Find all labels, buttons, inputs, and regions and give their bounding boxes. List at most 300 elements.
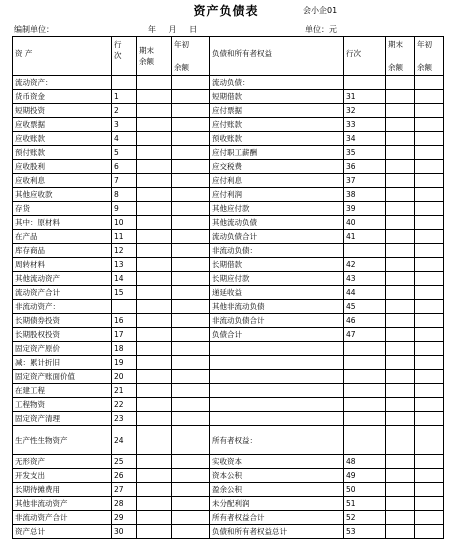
asset-beginning-balance-cell — [172, 160, 210, 174]
liability-ending-balance-cell — [386, 160, 415, 174]
asset-beginning-balance-cell — [172, 314, 210, 328]
asset-name-cell: 减：累计折旧 — [13, 356, 112, 370]
liability-name-cell: 资本公积 — [210, 469, 344, 483]
liability-beginning-balance-cell — [415, 370, 444, 384]
liability-row-number-cell: 33 — [344, 118, 386, 132]
asset-row-number-cell: 21 — [112, 384, 137, 398]
asset-ending-balance-cell — [137, 426, 172, 455]
liability-name-cell — [210, 398, 344, 412]
asset-beginning-balance-cell — [172, 497, 210, 511]
liability-name-cell: 应交税费 — [210, 160, 344, 174]
liability-beginning-balance-cell — [415, 258, 444, 272]
asset-beginning-balance-cell — [172, 525, 210, 539]
liability-name-cell: 流动负债合计 — [210, 230, 344, 244]
asset-name-cell: 其他应收款 — [13, 188, 112, 202]
asset-ending-balance-cell — [137, 455, 172, 469]
liability-name-cell — [210, 384, 344, 398]
liability-ending-balance-cell — [386, 426, 415, 455]
asset-beginning-balance-cell — [172, 258, 210, 272]
liability-ending-balance-cell — [386, 497, 415, 511]
liability-ending-balance-cell — [386, 328, 415, 342]
asset-name-cell: 工程物资 — [13, 398, 112, 412]
liability-row-number-cell — [344, 384, 386, 398]
asset-ending-balance-cell — [137, 174, 172, 188]
table-row — [13, 160, 444, 174]
liability-row-number-cell: 47 — [344, 328, 386, 342]
preparer-label: 编制单位： — [14, 25, 54, 34]
asset-name-cell: 其他流动资产 — [13, 272, 112, 286]
liability-beginning-balance-cell — [415, 118, 444, 132]
liability-name-cell — [210, 412, 344, 426]
liability-ending-balance-cell — [386, 384, 415, 398]
asset-name-cell: 长期股权投资 — [13, 328, 112, 342]
liability-beginning-balance-cell — [415, 483, 444, 497]
asset-ending-balance-cell — [137, 300, 172, 314]
asset-beginning-balance-cell — [172, 272, 210, 286]
liability-ending-balance-cell — [386, 216, 415, 230]
liability-beginning-balance-cell — [415, 469, 444, 483]
asset-beginning-balance-cell — [172, 286, 210, 300]
liability-ending-balance-cell — [386, 132, 415, 146]
asset-column-header: 资 产 — [13, 37, 112, 76]
liability-ending-balance-cell — [386, 412, 415, 426]
asset-beginning-balance-cell — [172, 384, 210, 398]
table-row — [13, 230, 444, 244]
asset-ending-balance-cell — [137, 258, 172, 272]
asset-ending-balance-cell — [137, 90, 172, 104]
liability-name-cell: 实收资本 — [210, 455, 344, 469]
report-title: 资产负债表 — [193, 4, 259, 18]
table-row — [13, 356, 444, 370]
liability-row-number-cell: 35 — [344, 146, 386, 160]
liability-beginning-balance-cell — [415, 202, 444, 216]
table-row — [13, 384, 444, 398]
liability-row-number-cell: 40 — [344, 216, 386, 230]
liability-beginning-balance-cell — [415, 286, 444, 300]
liability-row-number-cell: 53 — [344, 525, 386, 539]
liability-ending-balance-cell — [386, 342, 415, 356]
liability-beginning-balance-cell — [415, 76, 444, 90]
asset-name-cell: 固定资产账面价值 — [13, 370, 112, 384]
asset-row-number-cell: 17 — [112, 328, 137, 342]
asset-row-number-cell: 2 — [112, 104, 137, 118]
asset-name-cell: 无形资产 — [13, 455, 112, 469]
asset-ending-balance-cell — [137, 118, 172, 132]
liability-row-number-cell — [344, 342, 386, 356]
asset-row-number-cell: 7 — [112, 174, 137, 188]
asset-name-cell: 应收票据 — [13, 118, 112, 132]
liability-ending-balance-cell — [386, 370, 415, 384]
liability-ending-balance-cell — [386, 230, 415, 244]
asset-row-number-cell: 6 — [112, 160, 137, 174]
asset-row-number-cell: 1 — [112, 90, 137, 104]
liability-name-cell: 应付票据 — [210, 104, 344, 118]
asset-beginning-balance-cell — [172, 328, 210, 342]
asset-ending-balance-cell — [137, 370, 172, 384]
liability-row-number-cell: 42 — [344, 258, 386, 272]
liability-ending-balance-cell — [386, 469, 415, 483]
liability-beginning-balance-cell — [415, 412, 444, 426]
asset-name-cell: 应收账款 — [13, 132, 112, 146]
asset-ending-balance-cell — [137, 202, 172, 216]
liability-row-number-cell: 32 — [344, 104, 386, 118]
asset-row-number-cell: 27 — [112, 483, 137, 497]
asset-ending-balance-cell — [137, 216, 172, 230]
liability-name-cell: 长期应付款 — [210, 272, 344, 286]
table-row — [13, 328, 444, 342]
liability-ending-balance-cell — [386, 314, 415, 328]
asset-row-number-cell: 29 — [112, 511, 137, 525]
liability-beginning-balance-cell — [415, 300, 444, 314]
liability-beginning-balance-cell — [415, 146, 444, 160]
liability-row-number-cell: 38 — [344, 188, 386, 202]
asset-beginning-balance-cell — [172, 398, 210, 412]
asset-ending-balance-cell — [137, 230, 172, 244]
asset-name-cell: 库存商品 — [13, 244, 112, 258]
liability-name-cell: 其他流动负债 — [210, 216, 344, 230]
liability-ending-balance-cell — [386, 286, 415, 300]
asset-name-cell: 非流动资产： — [13, 300, 112, 314]
liability-beginning-balance-cell — [415, 511, 444, 525]
liability-name-cell: 流动负债： — [210, 76, 344, 90]
asset-row-number-cell: 20 — [112, 370, 137, 384]
asset-name-cell: 非流动资产合计 — [13, 511, 112, 525]
table-header-row — [13, 37, 444, 76]
liability-ending-balance-cell — [386, 118, 415, 132]
asset-name-cell: 固定资产原价 — [13, 342, 112, 356]
asset-name-cell: 其中：原材料 — [13, 216, 112, 230]
asset-beginning-balance-cell — [172, 300, 210, 314]
asset-name-cell: 长期债券投资 — [13, 314, 112, 328]
liability-row-number-cell: 31 — [344, 90, 386, 104]
liability-row-number-cell: 48 — [344, 455, 386, 469]
asset-beginning-balance-cell — [172, 356, 210, 370]
liability-beginning-balance-cell — [415, 455, 444, 469]
asset-name-cell: 在产品 — [13, 230, 112, 244]
asset-row-number-header: 行 次 — [112, 37, 137, 76]
liability-beginning-balance-cell — [415, 497, 444, 511]
asset-beginning-balance-cell — [172, 230, 210, 244]
currency-unit-label: 单位：元 — [305, 25, 337, 34]
table-row — [13, 146, 444, 160]
asset-row-number-cell: 12 — [112, 244, 137, 258]
liability-beginning-balance-cell — [415, 328, 444, 342]
liability-row-number-cell — [344, 398, 386, 412]
asset-row-number-cell: 14 — [112, 272, 137, 286]
asset-ending-balance-cell — [137, 104, 172, 118]
liability-name-cell: 所有者权益合计 — [210, 511, 344, 525]
liability-ending-balance-cell — [386, 146, 415, 160]
liability-name-cell — [210, 370, 344, 384]
liability-name-cell — [210, 356, 344, 370]
asset-row-number-cell: 16 — [112, 314, 137, 328]
asset-beginning-balance-cell — [172, 469, 210, 483]
asset-ending-balance-cell — [137, 328, 172, 342]
table-row — [13, 398, 444, 412]
asset-beginning-balance-cell — [172, 132, 210, 146]
asset-beginning-balance-cell — [172, 511, 210, 525]
liability-ending-balance-cell — [386, 398, 415, 412]
asset-beginning-balance-cell — [172, 426, 210, 455]
asset-name-cell: 货币资金 — [13, 90, 112, 104]
liability-name-cell: 应付账款 — [210, 118, 344, 132]
liability-row-number-cell — [344, 76, 386, 90]
asset-name-cell: 开发支出 — [13, 469, 112, 483]
liability-name-cell: 预收账款 — [210, 132, 344, 146]
liability-name-cell: 应付职工薪酬 — [210, 146, 344, 160]
liability-beginning-balance-cell — [415, 160, 444, 174]
asset-ending-balance-cell — [137, 160, 172, 174]
liability-name-cell: 盈余公积 — [210, 483, 344, 497]
liability-ending-balance-cell — [386, 188, 415, 202]
asset-row-number-cell: 11 — [112, 230, 137, 244]
liability-row-number-header: 行次 — [344, 37, 386, 76]
asset-beginning-balance-cell — [172, 202, 210, 216]
asset-row-number-cell: 25 — [112, 455, 137, 469]
asset-ending-balance-cell — [137, 483, 172, 497]
asset-name-cell: 流动资产： — [13, 76, 112, 90]
liability-beginning-balance-cell — [415, 356, 444, 370]
table-row — [13, 511, 444, 525]
asset-beginning-balance-cell — [172, 104, 210, 118]
liability-name-cell: 其他非流动负债 — [210, 300, 344, 314]
asset-ending-balance-cell — [137, 511, 172, 525]
liability-ending-balance-cell — [386, 525, 415, 539]
liability-beginning-balance-cell — [415, 216, 444, 230]
liability-name-cell: 负债合计 — [210, 328, 344, 342]
asset-ending-balance-cell — [137, 384, 172, 398]
table-row — [13, 342, 444, 356]
table-row — [13, 497, 444, 511]
liability-beginning-balance-cell — [415, 342, 444, 356]
asset-name-cell: 应收利息 — [13, 174, 112, 188]
liability-column-header: 负债和所有者权益 — [210, 37, 344, 76]
liability-beginning-balance-cell — [415, 244, 444, 258]
table-row — [13, 216, 444, 230]
liability-name-cell: 未分配利润 — [210, 497, 344, 511]
asset-beginning-balance-cell — [172, 146, 210, 160]
liability-row-number-cell: 39 — [344, 202, 386, 216]
liability-name-cell: 短期借款 — [210, 90, 344, 104]
asset-row-number-cell: 13 — [112, 258, 137, 272]
liability-ending-balance-header: 期末 余额 — [386, 37, 415, 76]
asset-name-cell: 其他非流动资产 — [13, 497, 112, 511]
liability-ending-balance-cell — [386, 104, 415, 118]
asset-row-number-cell: 18 — [112, 342, 137, 356]
asset-beginning-balance-cell — [172, 118, 210, 132]
asset-beginning-balance-cell — [172, 342, 210, 356]
liability-name-cell: 递延收益 — [210, 286, 344, 300]
liability-row-number-cell — [344, 412, 386, 426]
asset-row-number-cell: 23 — [112, 412, 137, 426]
asset-row-number-cell: 3 — [112, 118, 137, 132]
table-row — [13, 244, 444, 258]
asset-row-number-cell: 4 — [112, 132, 137, 146]
liability-row-number-cell: 41 — [344, 230, 386, 244]
liability-beginning-balance-cell — [415, 384, 444, 398]
liability-ending-balance-cell — [386, 244, 415, 258]
liability-beginning-balance-cell — [415, 272, 444, 286]
form-number: 会小企01 — [303, 6, 338, 15]
table-row — [13, 104, 444, 118]
asset-ending-balance-cell — [137, 497, 172, 511]
liability-row-number-cell: 45 — [344, 300, 386, 314]
liability-beginning-balance-cell — [415, 314, 444, 328]
liability-row-number-cell — [344, 244, 386, 258]
liability-ending-balance-cell — [386, 272, 415, 286]
liability-name-cell: 非流动负债合计 — [210, 314, 344, 328]
liability-name-cell: 应付利息 — [210, 174, 344, 188]
liability-row-number-cell: 36 — [344, 160, 386, 174]
liability-ending-balance-cell — [386, 90, 415, 104]
balance-sheet-table — [12, 36, 444, 539]
liability-row-number-cell: 44 — [344, 286, 386, 300]
liability-name-cell: 应付利润 — [210, 188, 344, 202]
asset-ending-balance-cell — [137, 469, 172, 483]
table-row — [13, 483, 444, 497]
asset-name-cell: 资产总计 — [13, 525, 112, 539]
liability-ending-balance-cell — [386, 483, 415, 497]
asset-beginning-balance-cell — [172, 174, 210, 188]
liability-ending-balance-cell — [386, 174, 415, 188]
liability-beginning-balance-cell — [415, 230, 444, 244]
liability-row-number-cell: 34 — [344, 132, 386, 146]
asset-ending-balance-cell — [137, 188, 172, 202]
liability-beginning-balance-cell — [415, 426, 444, 455]
asset-ending-balance-header: 期末 余额 — [137, 37, 172, 76]
asset-row-number-cell: 24 — [112, 426, 137, 455]
table-row — [13, 300, 444, 314]
table-row — [13, 370, 444, 384]
table-row — [13, 132, 444, 146]
asset-ending-balance-cell — [137, 412, 172, 426]
asset-name-cell: 流动资产合计 — [13, 286, 112, 300]
table-row — [13, 412, 444, 426]
asset-row-number-cell: 9 — [112, 202, 137, 216]
table-row — [13, 469, 444, 483]
asset-row-number-cell: 28 — [112, 497, 137, 511]
asset-name-cell: 短期投资 — [13, 104, 112, 118]
liability-beginning-balance-cell — [415, 525, 444, 539]
liability-ending-balance-cell — [386, 356, 415, 370]
liability-ending-balance-cell — [386, 258, 415, 272]
table-row — [13, 76, 444, 90]
asset-row-number-cell — [112, 76, 137, 90]
liability-row-number-cell: 46 — [344, 314, 386, 328]
liability-ending-balance-cell — [386, 76, 415, 90]
asset-row-number-cell: 22 — [112, 398, 137, 412]
liability-name-cell: 长期借款 — [210, 258, 344, 272]
asset-row-number-cell: 10 — [112, 216, 137, 230]
asset-beginning-balance-cell — [172, 412, 210, 426]
table-row — [13, 118, 444, 132]
liability-row-number-cell: 43 — [344, 272, 386, 286]
asset-row-number-cell: 8 — [112, 188, 137, 202]
liability-beginning-balance-cell — [415, 398, 444, 412]
table-row — [13, 188, 444, 202]
asset-ending-balance-cell — [137, 356, 172, 370]
table-row — [13, 174, 444, 188]
liability-name-cell: 负债和所有者权益总计 — [210, 525, 344, 539]
table-row — [13, 525, 444, 539]
asset-beginning-balance-cell — [172, 188, 210, 202]
asset-beginning-balance-cell — [172, 216, 210, 230]
asset-ending-balance-cell — [137, 398, 172, 412]
table-row — [13, 286, 444, 300]
liability-row-number-cell — [344, 426, 386, 455]
liability-name-cell — [210, 342, 344, 356]
asset-name-cell: 生产性生物资产 — [13, 426, 112, 455]
liability-beginning-balance-cell — [415, 174, 444, 188]
asset-beginning-balance-cell — [172, 244, 210, 258]
asset-beginning-balance-cell — [172, 76, 210, 90]
asset-ending-balance-cell — [137, 525, 172, 539]
liability-row-number-cell: 51 — [344, 497, 386, 511]
asset-name-cell: 应收股利 — [13, 160, 112, 174]
table-row — [13, 272, 444, 286]
asset-ending-balance-cell — [137, 244, 172, 258]
table-row — [13, 258, 444, 272]
liability-ending-balance-cell — [386, 455, 415, 469]
liability-ending-balance-cell — [386, 300, 415, 314]
asset-ending-balance-cell — [137, 272, 172, 286]
asset-name-cell: 固定资产清理 — [13, 412, 112, 426]
asset-beginning-balance-header: 年初 余额 — [172, 37, 210, 76]
table-row — [13, 455, 444, 469]
liability-beginning-balance-cell — [415, 188, 444, 202]
liability-name-cell: 非流动负债： — [210, 244, 344, 258]
liability-beginning-balance-cell — [415, 132, 444, 146]
liability-row-number-cell — [344, 370, 386, 384]
asset-beginning-balance-cell — [172, 483, 210, 497]
asset-ending-balance-cell — [137, 76, 172, 90]
asset-row-number-cell — [112, 300, 137, 314]
table-row — [13, 202, 444, 216]
liability-row-number-cell: 49 — [344, 469, 386, 483]
liability-row-number-cell: 50 — [344, 483, 386, 497]
asset-row-number-cell: 15 — [112, 286, 137, 300]
asset-beginning-balance-cell — [172, 455, 210, 469]
asset-ending-balance-cell — [137, 286, 172, 300]
asset-row-number-cell: 26 — [112, 469, 137, 483]
liability-beginning-balance-cell — [415, 104, 444, 118]
asset-name-cell: 长期待摊费用 — [13, 483, 112, 497]
asset-name-cell: 周转材料 — [13, 258, 112, 272]
asset-row-number-cell: 30 — [112, 525, 137, 539]
asset-ending-balance-cell — [137, 146, 172, 160]
asset-name-cell: 在建工程 — [13, 384, 112, 398]
liability-name-cell: 其他应付款 — [210, 202, 344, 216]
liability-name-cell: 所有者权益： — [210, 426, 344, 455]
liability-ending-balance-cell — [386, 202, 415, 216]
table-row — [13, 314, 444, 328]
liability-row-number-cell: 52 — [344, 511, 386, 525]
liability-beginning-balance-header: 年初 余额 — [415, 37, 444, 76]
asset-beginning-balance-cell — [172, 370, 210, 384]
table-row — [13, 90, 444, 104]
asset-row-number-cell: 19 — [112, 356, 137, 370]
table-row — [13, 426, 444, 455]
liability-row-number-cell: 37 — [344, 174, 386, 188]
asset-name-cell: 存货 — [13, 202, 112, 216]
asset-ending-balance-cell — [137, 132, 172, 146]
asset-beginning-balance-cell — [172, 90, 210, 104]
asset-ending-balance-cell — [137, 342, 172, 356]
report-date-label: 年 月 日 — [148, 25, 198, 34]
asset-name-cell: 预付账款 — [13, 146, 112, 160]
asset-row-number-cell: 5 — [112, 146, 137, 160]
liability-ending-balance-cell — [386, 511, 415, 525]
